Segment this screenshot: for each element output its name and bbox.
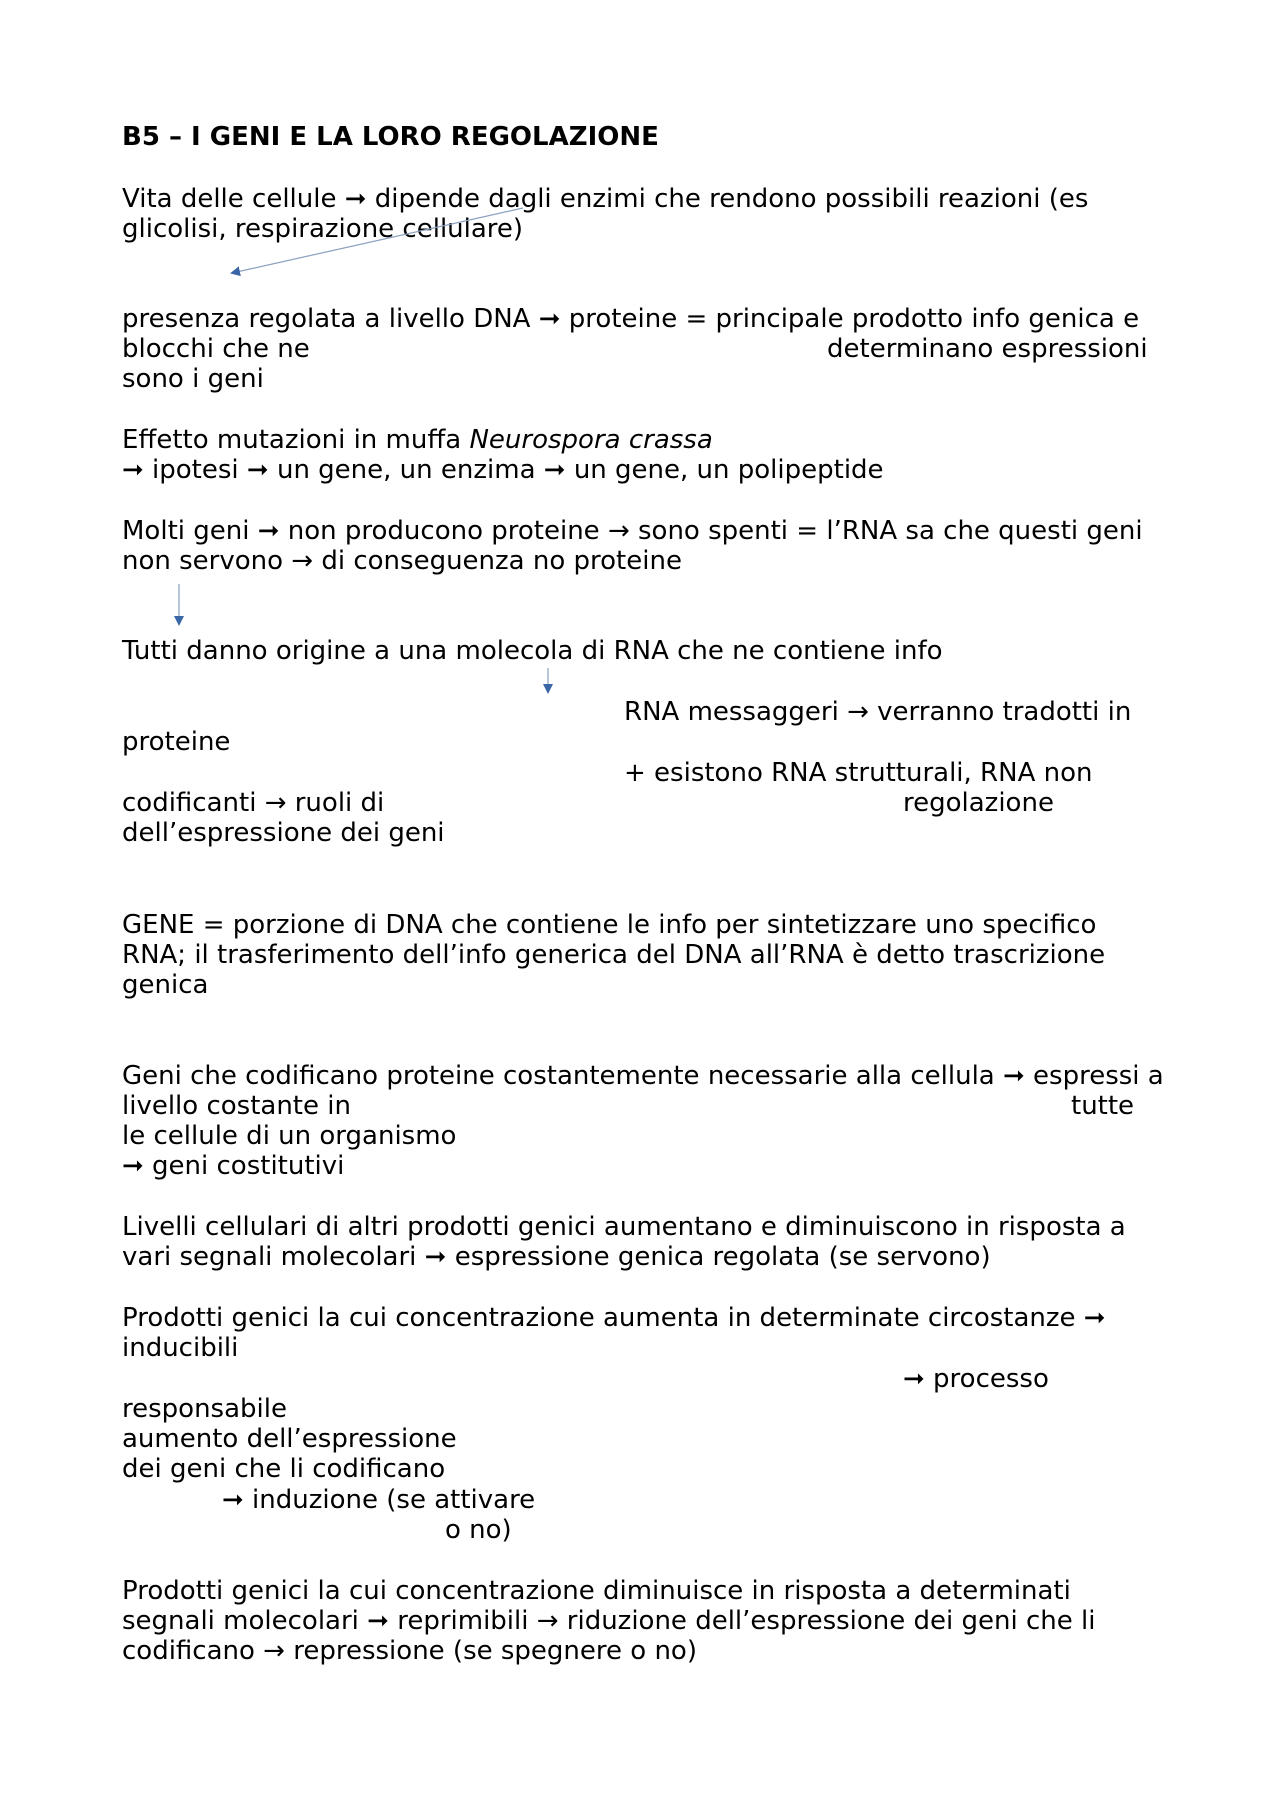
para-1-line-2: glicolisi, respirazione cellulare) (122, 214, 524, 244)
para-10-line-2: segnali molecolari ➞ reprimibili → riduzione dell’espressione dei geni che li (122, 1606, 1096, 1636)
para-9-line-1: Prodotti genici la cui concentrazione aumenta in determinate circostanze ➞ (122, 1303, 1106, 1333)
para-9-line-2: inducibili (122, 1333, 239, 1363)
para-6-line-2: RNA; il trasferimento dell’info generica del DNA all’RNA è detto trascrizione (122, 940, 1106, 970)
para-7-line-1: Geni che codificano proteine costantemente necessarie alla cellula ➞ espressi a (122, 1061, 1164, 1091)
para-7-line-2a: livello costante in (122, 1091, 351, 1121)
para-9-line-7: ➞ induzione (se attivare (222, 1485, 536, 1515)
para-2-line-3: sono i geni (122, 364, 264, 394)
para-5-line-5a: codificanti → ruoli di (122, 788, 385, 818)
para-1-line-1: Vita delle cellule ➞ dipende dagli enzimi che rendono possibili reazioni (es (122, 184, 1089, 214)
para-8-line-1: Livelli cellulari di altri prodotti genici aumentano e diminuiscono in risposta a (122, 1212, 1126, 1242)
para-9-line-3: ➞ processo (903, 1364, 1049, 1394)
para-5-line-6: dell’espressione dei geni (122, 818, 445, 848)
diagonal-arrow (232, 208, 523, 273)
para-9-line-6: dei geni che li codificano (122, 1454, 446, 1484)
para-10-line-1: Prodotti genici la cui concentrazione diminuisce in risposta a determinati (122, 1576, 1071, 1606)
para-7-line-4: ➞ geni costitutivi (122, 1151, 345, 1181)
para-2-line-2b: determinano espressioni (827, 334, 1148, 364)
para-9-line-8: o no) (445, 1515, 512, 1545)
para-6-line-3: genica (122, 970, 209, 1000)
para-2-line-2a: blocchi che ne (122, 334, 310, 364)
page-title: B5 – I GENI E LA LORO REGOLAZIONE (122, 122, 659, 152)
para-5-line-3: proteine (122, 727, 231, 757)
para-7-line-2b: tutte (1071, 1091, 1135, 1121)
species-name: Neurospora crassa (469, 425, 713, 455)
para-9-line-4: responsabile (122, 1394, 287, 1424)
para-5-line-1: Tutti danno origine a una molecola di RNA che ne contiene info (122, 636, 943, 666)
para-3-prefix: Effetto mutazioni in muffa (122, 425, 470, 455)
para-7-line-3: le cellule di un organismo (122, 1121, 457, 1151)
para-2-line-1: presenza regolata a livello DNA ➞ proteine = principale prodotto info genica e (122, 304, 1140, 334)
para-9-line-5: aumento dell’espressione (122, 1424, 457, 1454)
para-10-line-3: codificano → repressione (se spegnere o no) (122, 1636, 697, 1666)
para-6-line-1: GENE = porzione di DNA che contiene le info per sintetizzare uno specifico (122, 910, 1097, 940)
para-4-line-1: Molti geni ➞ non producono proteine → sono spenti = l’RNA sa che questi geni (122, 516, 1143, 546)
para-8-line-2: vari segnali molecolari ➞ espressione genica regolata (se servono) (122, 1242, 991, 1272)
para-3-line-2: ➞ ipotesi ➞ un gene, un enzima ➞ un gene, un polipeptide (122, 455, 884, 485)
para-5-line-5b: regolazione (903, 788, 1054, 818)
para-5-line-4: + esistono RNA strutturali, RNA non (624, 758, 1093, 788)
para-4-line-2: non servono → di conseguenza no proteine (122, 546, 682, 576)
para-5-line-2: RNA messaggeri → verranno tradotti in (624, 697, 1132, 727)
